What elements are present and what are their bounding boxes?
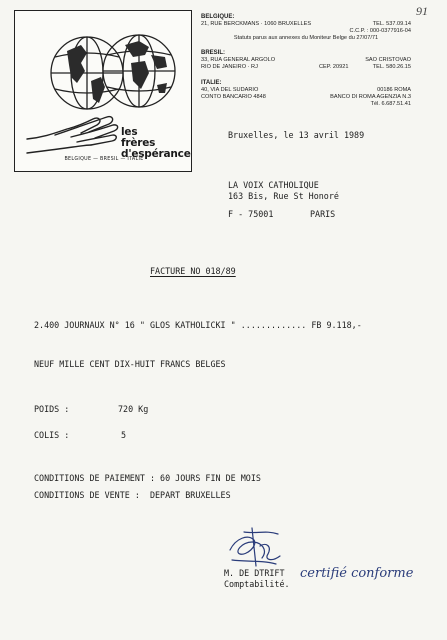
address-belgique-phone: TEL. 537.09.14 (372, 21, 411, 27)
logo-box (14, 10, 192, 172)
page-number: 91 (416, 4, 428, 18)
recipient-name: LA VOIX CATHOLIQUE (228, 180, 319, 190)
address-bresil-phone: TEL. 580.26.15 (372, 64, 411, 70)
address-bresil-cep: CEP. 20921 (319, 64, 349, 70)
address-bresil-city: RIO DE JANEIRO · RJ (201, 64, 258, 70)
address-italie-account: CONTO BANCARIO 4848 (201, 94, 266, 100)
address-belgique-ccp: C.C.P. : 000-0377916-04 (349, 28, 411, 34)
colis-label: COLIS : (34, 430, 70, 440)
logo-name-line3: d'espérance (121, 148, 191, 160)
colis-value: 5 (121, 430, 127, 440)
address-belgique-heading: BELGIQUE: (201, 14, 235, 20)
address-italie-street: 40, VIA DEL SUDARIO (201, 87, 259, 93)
address-belgique-statuts: Statuts parus aux annexes du Moniteur Belge du 27/07/71 (233, 35, 379, 41)
conditions-vente: CONDITIONS DE VENTE : DEPART BRUXELLES (34, 490, 231, 500)
poids-label: POIDS : (34, 404, 70, 414)
poids-value: 720 Kg (118, 404, 149, 414)
address-italie-heading: ITALIE: (201, 80, 222, 86)
address-italie (201, 80, 411, 108)
signatory-role: Comptabilité. (224, 579, 290, 589)
invoice-title: FACTURE NO 018/89 (150, 266, 236, 276)
amount-in-words: NEUF MILLE CENT DIX-HUIT FRANCS BELGES (34, 359, 226, 369)
invoice-item-line: 2.400 JOURNAUX N° 16 " GLOS KATHOLICKI " ............. FB 9.118,- (34, 320, 362, 330)
address-italie-bank: BANCO DI ROMA AGENZIA N.3 (330, 94, 411, 100)
recipient-postcode: F - 75001 (228, 209, 274, 219)
handwritten-certified-note: certifié conforme (300, 566, 414, 581)
address-bresil-street: 33, RUA GENERAL ARGOLO (201, 57, 276, 63)
globe-hand-logo-icon (15, 11, 191, 171)
address-bresil-heading: BRESIL: (201, 50, 225, 56)
address-belgique (201, 14, 411, 42)
address-italie-phone: Tél. 6.687.51.41 (370, 101, 411, 107)
address-belgique-street: 21, RUE BERCKMANS · 1060 BRUXELLES (201, 21, 312, 27)
recipient-city: PARIS (310, 209, 336, 219)
signatory-name: M. DE DTRIFT (224, 568, 285, 578)
address-bresil-district: SAO CRISTOVAO (365, 57, 411, 63)
date-line: Bruxelles, le 13 avril 1989 (228, 130, 365, 140)
logo-name-line2: frères (121, 137, 156, 149)
conditions-paiement: CONDITIONS DE PAIEMENT : 60 JOURS FIN DE MOIS (34, 473, 261, 483)
address-italie-city: 00186 ROMA (377, 87, 411, 93)
logo-name-line1: les (121, 126, 138, 138)
logo-countries: BELGIQUE — BRESIL — ITALIE (64, 157, 144, 162)
recipient-street: 163 Bis, Rue St Honoré (228, 191, 339, 201)
address-bresil (201, 50, 411, 71)
